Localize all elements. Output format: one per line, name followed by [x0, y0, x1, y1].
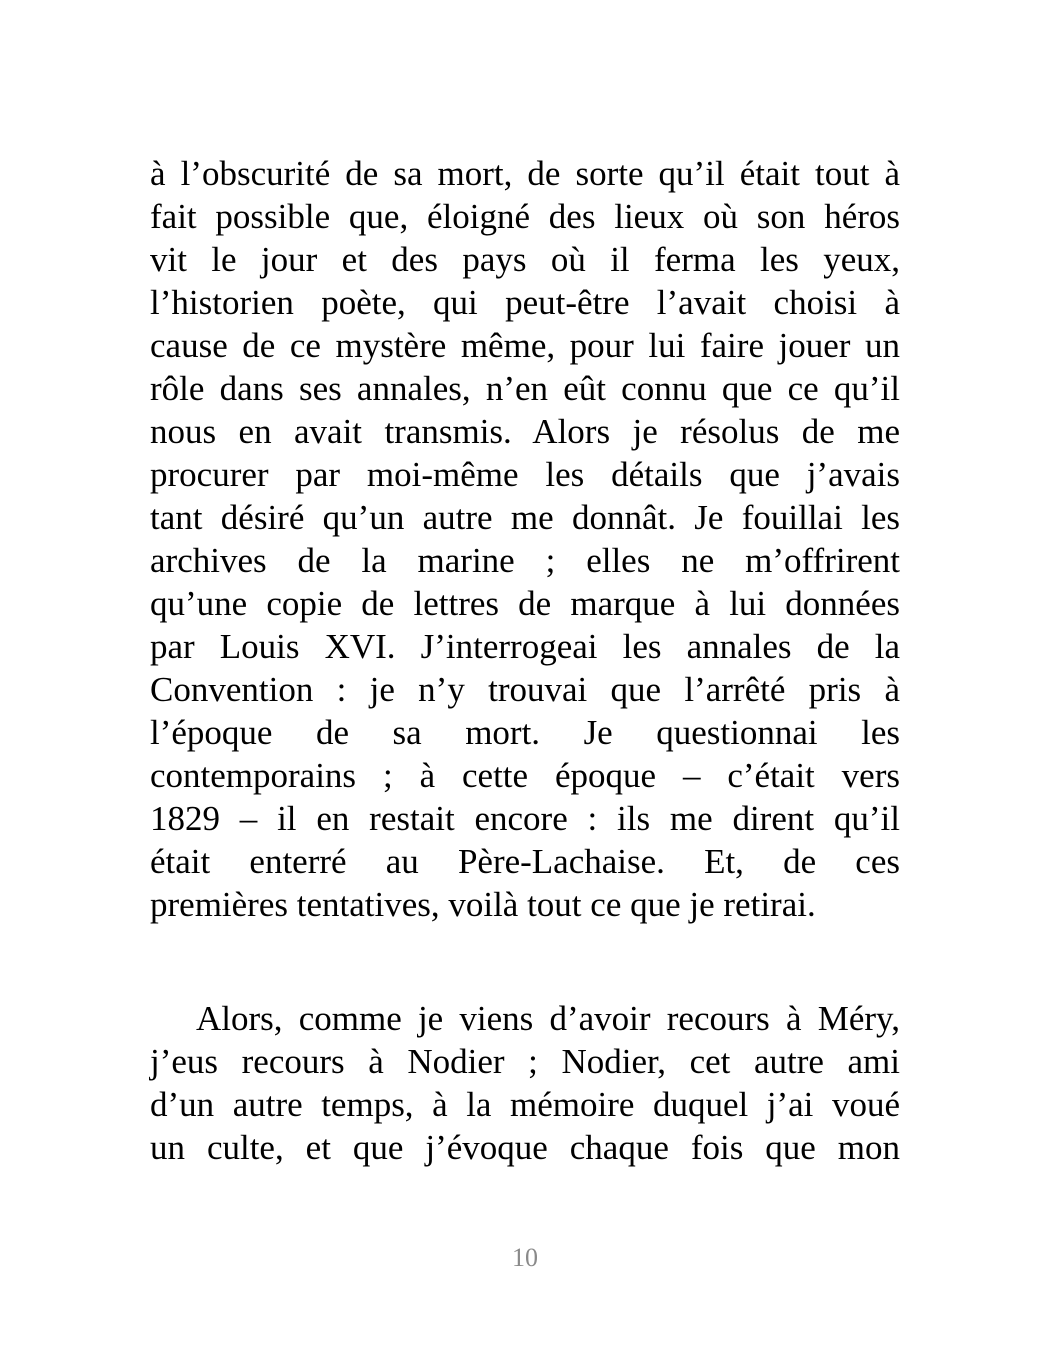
paragraph-line: tant désiré qu’un autre me donnât. Je fouillai les — [150, 498, 900, 537]
paragraph-line: j’eus recours à Nodier ; Nodier, cet autre ami — [150, 1042, 900, 1081]
paragraph-1 — [150, 152, 900, 926]
paragraph-line: contemporains ; à cette époque – c’était vers — [150, 756, 900, 795]
paragraph-line: fait possible que, éloigné des lieux où son héros — [150, 197, 900, 236]
paragraph-line: Alors, comme je viens d’avoir recours à Méry, — [196, 999, 900, 1038]
paragraph-line: vit le jour et des pays où il ferma les yeux, — [150, 240, 900, 279]
paragraph-line: rôle dans ses annales, n’en eût connu que ce qu’il — [150, 369, 900, 408]
paragraph-line: à l’obscurité de sa mort, de sorte qu’il était tout à — [150, 154, 900, 193]
page-number: 10 — [512, 1243, 538, 1272]
paragraph-line: 1829 – il en restait encore : ils me dirent qu’il — [150, 799, 900, 838]
paragraph-line: cause de ce mystère même, pour lui faire jouer un — [150, 326, 900, 365]
paragraph-line: l’époque de sa mort. Je questionnai les — [150, 713, 900, 752]
paragraph-line: qu’une copie de lettres de marque à lui données — [150, 584, 900, 623]
paragraph-line: procurer par moi-même les détails que j’avais — [150, 455, 900, 494]
paragraph-line: par Louis XVI. J’interrogeai les annales de la — [150, 627, 900, 666]
paragraph-line: un culte, et que j’évoque chaque fois que mon — [150, 1128, 900, 1167]
paragraph-line: premières tentatives, voilà tout ce que je retirai. — [150, 885, 816, 924]
paragraph-line: l’historien poète, qui peut-être l’avait choisi à — [150, 283, 900, 322]
paragraph-line: était enterré au Père-Lachaise. Et, de ces — [150, 842, 900, 881]
paragraph-line: archives de la marine ; elles ne m’offrirent — [150, 541, 900, 580]
paragraph-line: Convention : je n’y trouvai que l’arrêté pris à — [150, 670, 900, 709]
paragraph-2 — [150, 997, 900, 1169]
paragraph-line: nous en avait transmis. Alors je résolus de me — [150, 412, 900, 451]
paragraph-line: d’un autre temps, à la mémoire duquel j’ai voué — [150, 1085, 900, 1124]
